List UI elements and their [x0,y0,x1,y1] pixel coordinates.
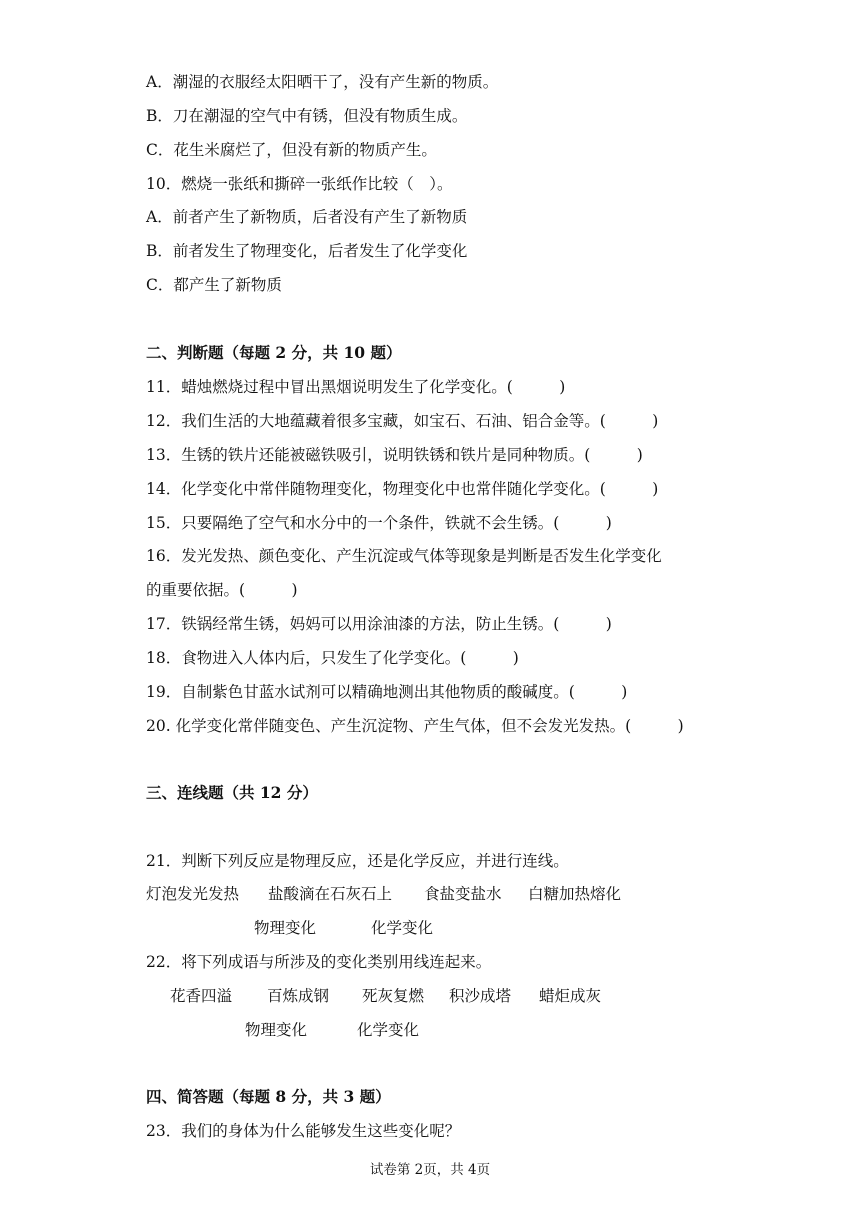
question-23: 23．我们的身体为什么能够发生这些变化呢？ [146,1122,461,1140]
q10-option-c: C．都产生了新物质 [146,276,282,294]
question-19: 19．自制紫色甘蓝水试剂可以精确地测出其他物质的酸碱度。( ) [146,683,628,701]
q10-option-a: A．前者产生了新物质，后者没有产生了新物质 [146,208,468,226]
page-footer: 试卷第 2页，共 4页 [369,1162,491,1178]
q22-category-physical: 物理变化 [245,1021,308,1039]
question-16-line2: 的重要依据。( ) [146,581,298,599]
question-11: 11．蜡烛燃烧过程中冒出黑烟说明发生了化学变化。( ) [146,378,566,396]
q21-category-chemical: 化学变化 [371,919,434,937]
q21-item-salt-water: 食盐变盐水 [424,885,502,903]
q10-option-b: B．前者发生了物理变化，后者发生了化学变化 [146,242,468,260]
question-15: 15．只要隔绝了空气和水分中的一个条件，铁就不会生锈。( ) [146,514,612,532]
question-14: 14．化学变化中常伴随物理变化，物理变化中也常伴随化学变化。( ) [146,480,659,498]
section4-heading: 四、简答题（每题 8 分，共 3 题） [146,1087,391,1106]
question-17: 17．铁锅经常生锈，妈妈可以用涂油漆的方法，防止生锈。( ) [146,615,612,633]
question-21-stem: 21．判断下列反应是物理反应，还是化学反应，并进行连线。 [146,852,569,870]
question-13: 13．生锈的铁片还能被磁铁吸引，说明铁锈和铁片是同种物质。( ) [146,446,643,464]
question-16-line1: 16．发光发热、颜色变化、产生沉淀或气体等现象是判断是否发生化学变化 [146,547,662,565]
q22-item-5: 蜡炬成灰 [539,987,602,1005]
q21-item-acid-limestone: 盐酸滴在石灰石上 [268,885,393,903]
q21-item-bulb: 灯泡发光发热 [146,885,240,903]
q21-category-physical: 物理变化 [254,919,317,937]
q22-category-chemical: 化学变化 [357,1021,420,1039]
section2-heading: 二、判断题（每题 2 分，共 10 题） [146,343,402,362]
question-12: 12．我们生活的大地蕴藏着很多宝藏，如宝石、石油、铝合金等。( ) [146,412,659,430]
q22-item-3: 死灰复燃 [362,987,425,1005]
q22-item-1: 花香四溢 [170,987,233,1005]
q9-option-b: B．刀在潮湿的空气中有锈，但没有物质生成。 [146,107,468,125]
q22-item-4: 积沙成塔 [449,987,512,1005]
question-18: 18．食物进入人体内后，只发生了化学变化。( ) [146,649,519,667]
q9-option-a: A．潮湿的衣服经太阳晒干了，没有产生新的物质。 [146,73,499,91]
q10-stem: 10．燃烧一张纸和撕碎一张纸作比较（ ）。 [146,175,453,193]
q22-item-2: 百炼成钢 [267,987,330,1005]
question-22-stem: 22．将下列成语与所涉及的变化类别用线连起来。 [146,953,492,971]
section3-heading: 三、连线题（共 12 分） [146,783,318,802]
q9-option-c: C．花生米腐烂了，但没有新的物质产生。 [146,141,437,159]
q21-item-sugar-melt: 白糖加热熔化 [528,885,622,903]
question-20: 20. 化学变化常伴随变色、产生沉淀物、产生气体，但不会发光发热。( ) [146,717,684,735]
